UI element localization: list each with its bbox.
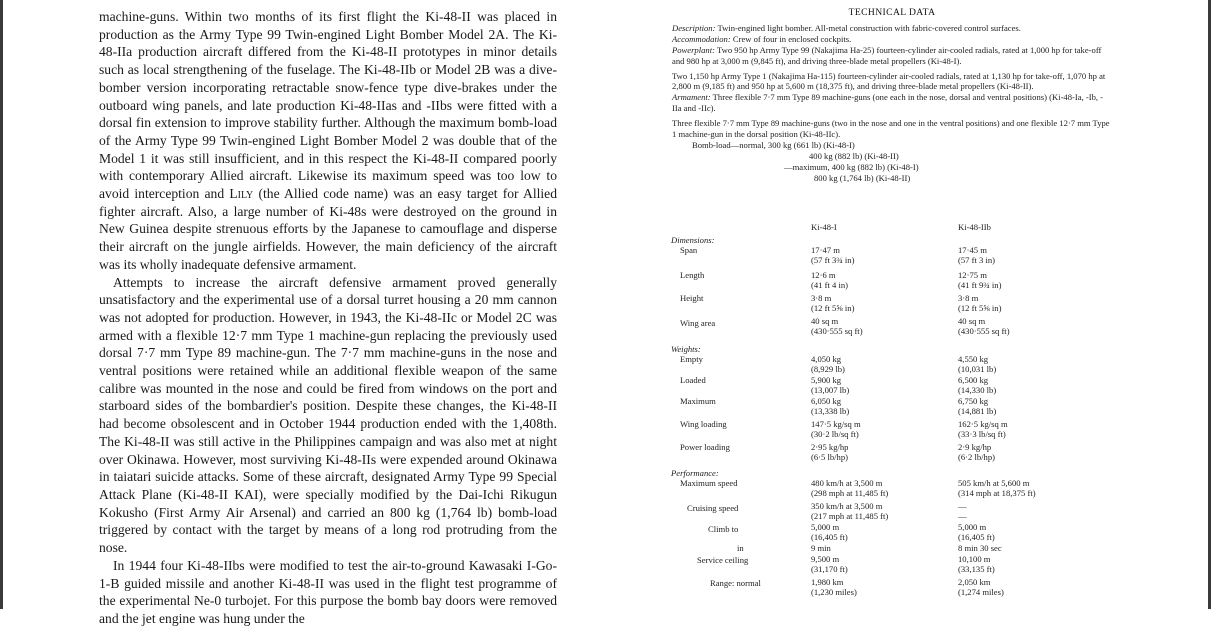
accommodation-label: Accommodation: <box>672 33 731 44</box>
cell-value: 17·47 m <box>811 245 840 255</box>
cell <box>811 442 848 463</box>
cell-value: (13,007 lb) <box>811 385 850 396</box>
cell-value: 2·95 kg/hp <box>811 442 849 452</box>
paragraph-1-text: machine-guns. Within two months of its first flight the Ki-48-II was placed in production as the Army Type 99 Twin-engined Light Bomber Model 2A. The Ki-48-IIa production aircraft differed from the Ki-48-II prototypes in minor details such as local strengthening of the fuselage. The Ki-48-IIb or Model 2B was a dive-bomber version incorporating retractable snow-fence type dive-brakes under the outboard wing panels, and late production Ki-48-IIas and -IIbs were fitted with a dorsal fin extension to improve stability further. Although the maximum bomb-load of the Army Type 99 Twin-engined Light Bomber Model 2 was double that of the Model 1 it was still insufficient, and in this respect the Ki-48-II compared poorly with contemporary Allied aircraft. Likewise its maximum speed was too low to avoid interception and <box>99 9 557 202</box>
cell <box>811 375 849 396</box>
cell-value: (8,929 lb) <box>811 364 845 375</box>
table-row <box>672 501 1112 522</box>
cell <box>958 522 995 543</box>
row-label-empty: Empty <box>680 354 703 364</box>
description-spec <box>672 23 1112 34</box>
row-label-span: Span <box>680 245 698 255</box>
cell-value: 17·45 m <box>958 245 987 255</box>
row-label-maximum: Maximum <box>680 396 716 406</box>
cell-value: 12·75 m <box>958 270 987 280</box>
cell-value: (1,230 miles) <box>811 587 857 598</box>
table-section-performance <box>672 468 1112 478</box>
table-row <box>672 419 1112 442</box>
powerplant-label: Powerplant: <box>672 44 715 55</box>
description-label: Description: <box>672 22 716 33</box>
cell-value: 6,750 kg <box>958 396 989 406</box>
cell-value: (57 ft 3¾ in) <box>811 255 855 266</box>
cell-value: 9 min <box>811 543 831 553</box>
cell <box>811 577 857 598</box>
technical-data-section <box>672 8 1112 184</box>
cell-value: (41 ft 4 in) <box>811 280 848 291</box>
cell-value: (41 ft 9¾ in) <box>958 280 1002 291</box>
bombload-line-1: Bomb-load—normal, 300 kg (661 lb) (Ki-48-I) <box>692 139 855 150</box>
cell-value: (14,881 lb) <box>958 406 997 417</box>
body-text-column <box>99 8 557 626</box>
table-row <box>672 543 1112 554</box>
cell-value: 6,500 kg <box>958 375 989 385</box>
cell-value: 3·8 m <box>958 293 979 303</box>
cell <box>958 478 1036 499</box>
cell <box>958 577 1004 598</box>
technical-data-title: TECHNICAL DATA <box>848 7 936 18</box>
bombload-line-4: 800 kg (1,764 lb) (Ki-48-II) <box>814 172 911 183</box>
cell <box>958 245 995 266</box>
cell-value: 480 km/h at 3,500 m <box>811 478 883 488</box>
table-row <box>672 522 1112 543</box>
row-label-service-ceiling: Service ceiling <box>697 555 749 565</box>
cell-value: 1,980 km <box>811 577 844 587</box>
cell-value: 5,000 m <box>958 522 987 532</box>
table-row <box>672 396 1112 419</box>
cell-value: (314 mph at 18,375 ft) <box>958 488 1036 499</box>
table-row <box>672 270 1112 293</box>
cell <box>811 396 849 417</box>
cell <box>811 554 848 575</box>
cell-value: (430·555 sq ft) <box>811 326 863 337</box>
cell-value: — <box>958 501 967 511</box>
description-value: Twin-engined light bomber. All-metal construction with fabric-covered control surfaces. <box>717 22 1021 33</box>
cell-value: 3·8 m <box>811 293 832 303</box>
cell-value: (217 mph at 11,485 ft) <box>811 511 889 522</box>
cell-value: 9,500 m <box>811 554 840 564</box>
cell-value: (16,405 ft) <box>811 532 848 543</box>
cell <box>811 478 888 499</box>
table-row <box>672 293 1112 316</box>
row-label-range: Range: normal <box>710 578 761 588</box>
cell <box>811 270 848 291</box>
cell <box>958 442 995 463</box>
cell-value: (14,330 lb) <box>958 385 997 396</box>
cell <box>958 270 1001 291</box>
cell-value: (31,170 ft) <box>811 564 848 575</box>
powerplant-spec-2: Two 1,150 hp Army Type 1 (Nakajima Ha-115) fourteen-cylinder air-cooled radials, rated at 1,130 hp for take-off, 1,070 hp at 2,800 m (9,185 ft) and 950 hp at 5,600 m (18,375 ft), and driving three-blade metal propellers (Ki-48-II). <box>672 70 1106 92</box>
table-row <box>672 375 1112 396</box>
cell-value: (298 mph at 11,485 ft) <box>811 488 889 499</box>
cell <box>958 293 1001 314</box>
accommodation-spec <box>672 34 1112 45</box>
cell-value: (13,338 lb) <box>811 406 850 417</box>
cell-value: 147·5 kg/sq m <box>811 419 861 429</box>
accommodation-value: Crew of four in enclosed cockpits. <box>732 33 852 44</box>
cell-value: 40 sq m <box>811 316 839 326</box>
armament-label: Armament: <box>672 92 711 103</box>
armament-spec-2: Three flexible 7·7 mm Type 89 machine-guns (two in the nose and one in the ventral positions) and one flexible 12·7 mm Type 1 machine-gun in the dorsal position (Ki-48-IIc). <box>672 118 1110 140</box>
cell-value: (6·2 lb/hp) <box>958 452 995 463</box>
powerplant-spec <box>672 45 1112 67</box>
section-label-dimensions: Dimensions: <box>671 235 715 245</box>
cell-value: (6·5 lb/hp) <box>811 452 848 463</box>
cell <box>958 419 1008 440</box>
bombload-line-3: —maximum, 400 kg (882 lb) (Ki-48-I) <box>784 161 919 172</box>
cell-value: 5,900 kg <box>811 375 842 385</box>
cell-value: (12 ft 5⅝ in) <box>811 303 855 314</box>
cell-value: (430·555 sq ft) <box>958 326 1010 337</box>
armament-value-1: Three flexible 7·7 mm Type 89 machine-guns (one each in the nose, dorsal and ventral positions) (Ki-48-Ia, -Ib, -IIa and -IIc). <box>672 92 1104 114</box>
powerplant-value-1: Two 950 hp Army Type 99 (Nakajima Ha-25) fourteen-cylinder air-cooled radials, rated at 1,000 hp for take-off and 980 hp at 3,000 m (9,845 ft), and driving three-blade metal propellers (Ki-48-I). <box>672 44 1102 66</box>
table-header-row <box>672 222 1112 234</box>
row-label-cruising-speed: Cruising speed <box>687 503 739 513</box>
cell-value: (10,031 lb) <box>958 364 997 375</box>
row-label-length: Length <box>680 270 705 280</box>
cell-value: 8 min 30 sec <box>958 543 1002 553</box>
cell-value: — <box>958 511 967 522</box>
cell <box>811 419 861 440</box>
code-name-lily: Lily <box>229 186 254 202</box>
cell <box>811 501 888 522</box>
cell <box>958 316 1010 337</box>
table-row <box>672 478 1112 501</box>
cell-value: (33·3 lb/sq ft) <box>958 429 1006 440</box>
cell-value: 162·5 kg/sq m <box>958 419 1008 429</box>
table-row <box>672 354 1112 375</box>
row-label-power-loading: Power loading <box>680 442 730 452</box>
cell-value: 505 km/h at 5,600 m <box>958 478 1030 488</box>
row-label-wing-area: Wing area <box>680 318 716 328</box>
cell-value: 4,050 kg <box>811 354 842 364</box>
column-header-ki-48-i: Ki-48-I <box>811 222 837 232</box>
cell-value: 2·9 kg/hp <box>958 442 992 452</box>
cell <box>811 522 848 543</box>
paragraph-3: In 1944 four Ki-48-IIbs were modified to test the air-to-ground Kawasaki I-Go-1-B guided missile and another Ki-48-II was used in the flight test programme of the experimental Ne-0 turbojet. For this purpose the bomb bay doors were removed and the jet engine was hung under the <box>99 557 557 626</box>
cell <box>958 554 995 575</box>
bombload-line-2: 400 kg (882 lb) (Ki-48-II) <box>809 150 899 161</box>
table-row <box>672 577 1112 599</box>
table-row <box>672 554 1112 577</box>
cell-value: (1,274 miles) <box>958 587 1004 598</box>
column-header-ki-48-iib: Ki-48-IIb <box>958 222 991 232</box>
row-label-loaded: Loaded <box>680 375 706 385</box>
paragraph-1-continued: (the Allied code name) was an easy target for Allied fighter aircraft. Also, a large number of Ki-48s were destroyed on the ground in New Guinea despite strenuous efforts by the Japanese to camouflage and disperse their aircraft on the jungle airfields. However, the main deficiency of the aircraft was its wholly inadequate defensive armament. <box>99 186 557 272</box>
cell-value: (12 ft 5⅝ in) <box>958 303 1002 314</box>
section-label-weights: Weights: <box>671 344 701 354</box>
table-row <box>672 245 1112 270</box>
table-row <box>672 316 1112 342</box>
section-label-performance: Performance: <box>671 468 719 478</box>
cell-value: 5,000 m <box>811 522 840 532</box>
cell <box>811 316 863 337</box>
cell-value: (57 ft 3 in) <box>958 255 995 266</box>
row-label-in: in <box>737 543 744 553</box>
row-label-height: Height <box>680 293 704 303</box>
cell <box>811 354 845 375</box>
spec-table <box>672 222 1112 599</box>
cell <box>811 245 854 266</box>
window-left-border <box>0 0 3 609</box>
cell <box>958 501 967 522</box>
cell-value: 40 sq m <box>958 316 986 326</box>
armament-spec <box>672 92 1112 114</box>
table-row <box>672 442 1112 468</box>
row-label-wing-loading: Wing loading <box>680 419 727 429</box>
cell <box>958 354 996 375</box>
cell-value: 10,100 m <box>958 554 991 564</box>
cell-value: 2,050 km <box>958 577 991 587</box>
cell-value: 350 km/h at 3,500 m <box>811 501 883 511</box>
cell-value: 12·6 m <box>811 270 836 280</box>
cell-value: (30·2 lb/sq ft) <box>811 429 859 440</box>
paragraph-1 <box>99 8 557 274</box>
cell <box>958 375 996 396</box>
cell <box>811 293 854 314</box>
row-label-climb-to: Climb to <box>708 524 739 534</box>
cell <box>958 396 996 417</box>
row-label-maximum-speed: Maximum speed <box>680 478 738 488</box>
table-section-dimensions <box>672 235 1112 245</box>
table-section-weights <box>672 344 1112 354</box>
cell-value: (16,405 ft) <box>958 532 995 543</box>
cell-value: 6,050 kg <box>811 396 842 406</box>
cell-value: 4,550 kg <box>958 354 989 364</box>
paragraph-2: Attempts to increase the aircraft defensive armament proved generally unsatisfactory and the experimental use of a dorsal turret housing a 20 mm cannon was not adopted for production. However, in 1943, the Ki-48-IIc or Model 2C was armed with a flexible 12·7 mm Type 1 machine-gun replacing the previously used dorsal 7·7 mm Type 89 machine-gun. The 7·7 mm machine-guns in the nose and ventral positions were retained while an additional flexible weapon of the same calibre was mounted in the nose and could be fired from windows on the port and starboard sides of the bombardier's position. Despite these changes, the Ki-48-II had become obsolescent and in October 1944 production ended with the 1,408th. The Ki-48-II was still active in the Philippines campaign and was also met at night over Okinawa. However, most surviving Ki-48-IIs were expended around Okinawa in taiatari suicide attacks. Some of these aircraft, designated Army Type 99 Special Attack Plane (Ki-48-II KAI), were specially modified by the Dai-Ichi Rikugun Kokusho (First Army Air Arsenal) and carried an 800 kg (1,764 lb) bomb-load triggered by contact with the target by means of a long rod protruding from the nose. <box>99 274 557 556</box>
cell-value: (33,135 ft) <box>958 564 995 575</box>
